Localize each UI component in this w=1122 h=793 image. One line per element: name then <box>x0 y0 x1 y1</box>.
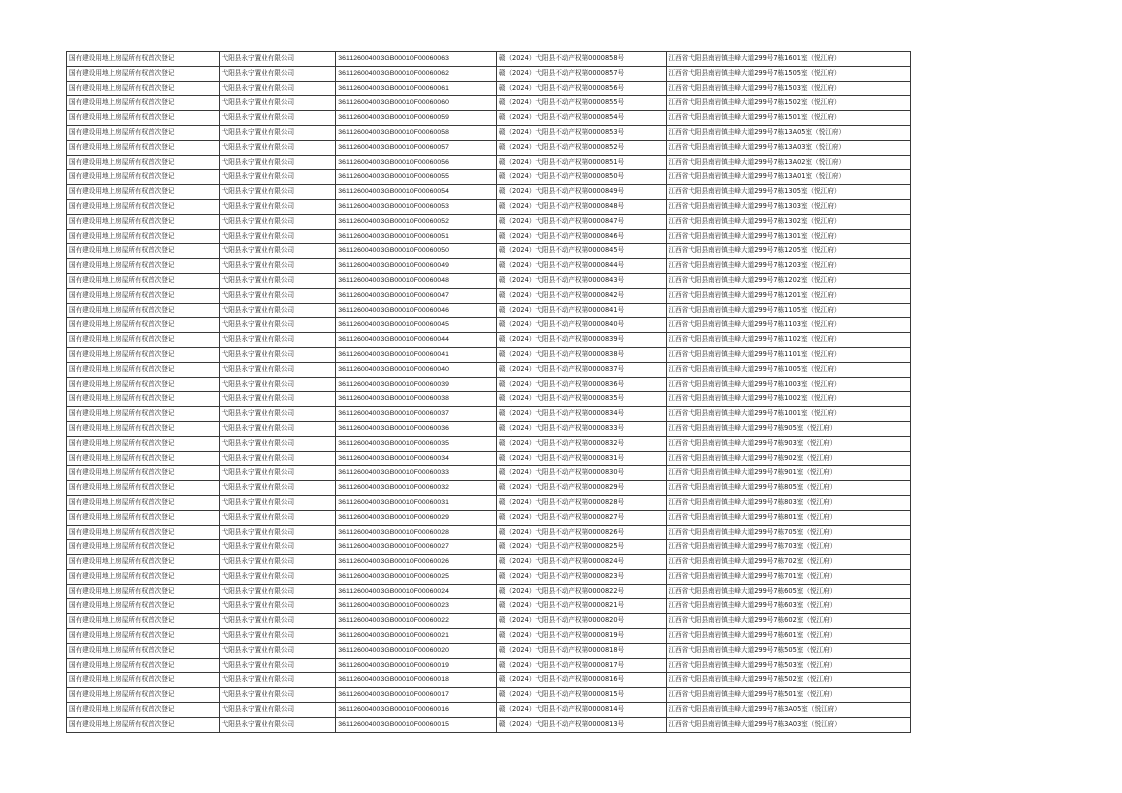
address-cell: 江西省弋阳县南岩镇圭峰大道299号7栋702室（悦江府） <box>666 555 911 570</box>
table-row <box>67 540 911 555</box>
table-row <box>67 466 911 481</box>
address-cell: 江西省弋阳县南岩镇圭峰大道299号7栋805室（悦江府） <box>666 481 911 496</box>
owner-cell: 弋阳县永宁置业有限公司 <box>219 259 336 274</box>
owner-cell: 弋阳县永宁置业有限公司 <box>219 569 336 584</box>
owner-cell: 弋阳县永宁置业有限公司 <box>219 510 336 525</box>
unit-number-cell: 361126004003GB00010F00060048 <box>336 273 497 288</box>
registration-type-cell: 国有建设用地上房屋所有权首次登记 <box>67 421 220 436</box>
certificate-number-cell: 赣（2024）弋阳县不动产权第0000817号 <box>496 658 666 673</box>
table-row <box>67 81 911 96</box>
table-row <box>67 125 911 140</box>
table-row <box>67 510 911 525</box>
owner-cell: 弋阳县永宁置业有限公司 <box>219 407 336 422</box>
certificate-number-cell: 赣（2024）弋阳县不动产权第0000845号 <box>496 244 666 259</box>
unit-number-cell: 361126004003GB00010F00060050 <box>336 244 497 259</box>
owner-cell: 弋阳县永宁置业有限公司 <box>219 436 336 451</box>
unit-number-cell: 361126004003GB00010F00060025 <box>336 569 497 584</box>
registration-type-cell: 国有建设用地上房屋所有权首次登记 <box>67 392 220 407</box>
unit-number-cell: 361126004003GB00010F00060031 <box>336 495 497 510</box>
address-cell: 江西省弋阳县南岩镇圭峰大道299号7栋601室（悦江府） <box>666 629 911 644</box>
table-row <box>67 66 911 81</box>
unit-number-cell: 361126004003GB00010F00060054 <box>336 185 497 200</box>
owner-cell: 弋阳县永宁置业有限公司 <box>219 199 336 214</box>
unit-number-cell: 361126004003GB00010F00060059 <box>336 111 497 126</box>
address-cell: 江西省弋阳县南岩镇圭峰大道299号7栋1001室（悦江府） <box>666 407 911 422</box>
address-cell: 江西省弋阳县南岩镇圭峰大道299号7栋1101室（悦江府） <box>666 347 911 362</box>
certificate-number-cell: 赣（2024）弋阳县不动产权第0000857号 <box>496 66 666 81</box>
address-cell: 江西省弋阳县南岩镇圭峰大道299号7栋1505室（悦江府） <box>666 66 911 81</box>
address-cell: 江西省弋阳县南岩镇圭峰大道299号7栋1302室（悦江府） <box>666 214 911 229</box>
unit-number-cell: 361126004003GB00010F00060027 <box>336 540 497 555</box>
unit-number-cell: 361126004003GB00010F00060034 <box>336 451 497 466</box>
owner-cell: 弋阳县永宁置业有限公司 <box>219 658 336 673</box>
registration-type-cell: 国有建设用地上房屋所有权首次登记 <box>67 614 220 629</box>
certificate-number-cell: 赣（2024）弋阳县不动产权第0000855号 <box>496 96 666 111</box>
registration-type-cell: 国有建设用地上房屋所有权首次登记 <box>67 510 220 525</box>
owner-cell: 弋阳县永宁置业有限公司 <box>219 318 336 333</box>
unit-number-cell: 361126004003GB00010F00060063 <box>336 52 497 67</box>
owner-cell: 弋阳县永宁置业有限公司 <box>219 688 336 703</box>
unit-number-cell: 361126004003GB00010F00060023 <box>336 599 497 614</box>
address-cell: 江西省弋阳县南岩镇圭峰大道299号7栋13A01室（悦江府） <box>666 170 911 185</box>
owner-cell: 弋阳县永宁置业有限公司 <box>219 347 336 362</box>
unit-number-cell: 361126004003GB00010F00060024 <box>336 584 497 599</box>
registration-type-cell: 国有建设用地上房屋所有权首次登记 <box>67 214 220 229</box>
address-cell: 江西省弋阳县南岩镇圭峰大道299号7栋1601室（悦江府） <box>666 52 911 67</box>
owner-cell: 弋阳县永宁置业有限公司 <box>219 392 336 407</box>
address-cell: 江西省弋阳县南岩镇圭峰大道299号7栋705室（悦江府） <box>666 525 911 540</box>
registration-type-cell: 国有建设用地上房屋所有权首次登记 <box>67 466 220 481</box>
address-cell: 江西省弋阳县南岩镇圭峰大道299号7栋502室（悦江府） <box>666 673 911 688</box>
owner-cell: 弋阳县永宁置业有限公司 <box>219 333 336 348</box>
registration-type-cell: 国有建设用地上房屋所有权首次登记 <box>67 688 220 703</box>
address-cell: 江西省弋阳县南岩镇圭峰大道299号7栋1002室（悦江府） <box>666 392 911 407</box>
registration-type-cell: 国有建设用地上房屋所有权首次登记 <box>67 333 220 348</box>
unit-number-cell: 361126004003GB00010F00060026 <box>336 555 497 570</box>
unit-number-cell: 361126004003GB00010F00060060 <box>336 96 497 111</box>
owner-cell: 弋阳县永宁置业有限公司 <box>219 703 336 718</box>
certificate-number-cell: 赣（2024）弋阳县不动产权第0000815号 <box>496 688 666 703</box>
certificate-number-cell: 赣（2024）弋阳县不动产权第0000831号 <box>496 451 666 466</box>
address-cell: 江西省弋阳县南岩镇圭峰大道299号7栋603室（悦江府） <box>666 599 911 614</box>
table-row <box>67 347 911 362</box>
registration-type-cell: 国有建设用地上房屋所有权首次登记 <box>67 229 220 244</box>
registration-table-body <box>67 52 911 733</box>
registration-type-cell: 国有建设用地上房屋所有权首次登记 <box>67 66 220 81</box>
address-cell: 江西省弋阳县南岩镇圭峰大道299号7栋1303室（悦江府） <box>666 199 911 214</box>
certificate-number-cell: 赣（2024）弋阳县不动产权第0000856号 <box>496 81 666 96</box>
owner-cell: 弋阳县永宁置业有限公司 <box>219 52 336 67</box>
unit-number-cell: 361126004003GB00010F00060016 <box>336 703 497 718</box>
table-row <box>67 229 911 244</box>
address-cell: 江西省弋阳县南岩镇圭峰大道299号7栋903室（悦江府） <box>666 436 911 451</box>
unit-number-cell: 361126004003GB00010F00060061 <box>336 81 497 96</box>
address-cell: 江西省弋阳县南岩镇圭峰大道299号7栋1005室（悦江府） <box>666 362 911 377</box>
table-row <box>67 392 911 407</box>
owner-cell: 弋阳县永宁置业有限公司 <box>219 170 336 185</box>
table-row <box>67 407 911 422</box>
address-cell: 江西省弋阳县南岩镇圭峰大道299号7栋1501室（悦江府） <box>666 111 911 126</box>
certificate-number-cell: 赣（2024）弋阳县不动产权第0000841号 <box>496 303 666 318</box>
registration-type-cell: 国有建设用地上房屋所有权首次登记 <box>67 481 220 496</box>
unit-number-cell: 361126004003GB00010F00060041 <box>336 347 497 362</box>
table-row <box>67 362 911 377</box>
unit-number-cell: 361126004003GB00010F00060051 <box>336 229 497 244</box>
certificate-number-cell: 赣（2024）弋阳县不动产权第0000822号 <box>496 584 666 599</box>
owner-cell: 弋阳县永宁置业有限公司 <box>219 643 336 658</box>
table-row <box>67 584 911 599</box>
registration-type-cell: 国有建设用地上房屋所有权首次登记 <box>67 362 220 377</box>
unit-number-cell: 361126004003GB00010F00060047 <box>336 288 497 303</box>
table-row <box>67 259 911 274</box>
registration-type-cell: 国有建设用地上房屋所有权首次登记 <box>67 555 220 570</box>
certificate-number-cell: 赣（2024）弋阳县不动产权第0000858号 <box>496 52 666 67</box>
registration-type-cell: 国有建设用地上房屋所有权首次登记 <box>67 155 220 170</box>
address-cell: 江西省弋阳县南岩镇圭峰大道299号7栋1103室（悦江府） <box>666 318 911 333</box>
address-cell: 江西省弋阳县南岩镇圭峰大道299号7栋1202室（悦江府） <box>666 273 911 288</box>
table-row <box>67 673 911 688</box>
certificate-number-cell: 赣（2024）弋阳县不动产权第0000819号 <box>496 629 666 644</box>
address-cell: 江西省弋阳县南岩镇圭峰大道299号7栋3A05室（悦江府） <box>666 703 911 718</box>
address-cell: 江西省弋阳县南岩镇圭峰大道299号7栋1102室（悦江府） <box>666 333 911 348</box>
address-cell: 江西省弋阳县南岩镇圭峰大道299号7栋801室（悦江府） <box>666 510 911 525</box>
address-cell: 江西省弋阳县南岩镇圭峰大道299号7栋605室（悦江府） <box>666 584 911 599</box>
certificate-number-cell: 赣（2024）弋阳县不动产权第0000844号 <box>496 259 666 274</box>
unit-number-cell: 361126004003GB00010F00060040 <box>336 362 497 377</box>
address-cell: 江西省弋阳县南岩镇圭峰大道299号7栋505室（悦江府） <box>666 643 911 658</box>
registration-type-cell: 国有建设用地上房屋所有权首次登记 <box>67 185 220 200</box>
owner-cell: 弋阳县永宁置业有限公司 <box>219 96 336 111</box>
owner-cell: 弋阳县永宁置业有限公司 <box>219 140 336 155</box>
registration-type-cell: 国有建设用地上房屋所有权首次登记 <box>67 717 220 732</box>
table-row <box>67 421 911 436</box>
table-row <box>67 318 911 333</box>
table-row <box>67 569 911 584</box>
certificate-number-cell: 赣（2024）弋阳县不动产权第0000839号 <box>496 333 666 348</box>
address-cell: 江西省弋阳县南岩镇圭峰大道299号7栋602室（悦江府） <box>666 614 911 629</box>
registration-type-cell: 国有建设用地上房屋所有权首次登记 <box>67 96 220 111</box>
owner-cell: 弋阳县永宁置业有限公司 <box>219 362 336 377</box>
owner-cell: 弋阳县永宁置业有限公司 <box>219 111 336 126</box>
certificate-number-cell: 赣（2024）弋阳县不动产权第0000816号 <box>496 673 666 688</box>
owner-cell: 弋阳县永宁置业有限公司 <box>219 555 336 570</box>
registration-type-cell: 国有建设用地上房屋所有权首次登记 <box>67 244 220 259</box>
owner-cell: 弋阳县永宁置业有限公司 <box>219 185 336 200</box>
unit-number-cell: 361126004003GB00010F00060021 <box>336 629 497 644</box>
certificate-number-cell: 赣（2024）弋阳县不动产权第0000846号 <box>496 229 666 244</box>
table-row <box>67 555 911 570</box>
owner-cell: 弋阳县永宁置业有限公司 <box>219 584 336 599</box>
unit-number-cell: 361126004003GB00010F00060038 <box>336 392 497 407</box>
unit-number-cell: 361126004003GB00010F00060020 <box>336 643 497 658</box>
certificate-number-cell: 赣（2024）弋阳县不动产权第0000823号 <box>496 569 666 584</box>
address-cell: 江西省弋阳县南岩镇圭峰大道299号7栋13A03室（悦江府） <box>666 140 911 155</box>
table-row <box>67 717 911 732</box>
registration-type-cell: 国有建设用地上房屋所有权首次登记 <box>67 318 220 333</box>
registration-type-cell: 国有建设用地上房屋所有权首次登记 <box>67 111 220 126</box>
address-cell: 江西省弋阳县南岩镇圭峰大道299号7栋1203室（悦江府） <box>666 259 911 274</box>
table-row <box>67 436 911 451</box>
owner-cell: 弋阳县永宁置业有限公司 <box>219 495 336 510</box>
table-row <box>67 96 911 111</box>
unit-number-cell: 361126004003GB00010F00060037 <box>336 407 497 422</box>
unit-number-cell: 361126004003GB00010F00060032 <box>336 481 497 496</box>
registration-type-cell: 国有建设用地上房屋所有权首次登记 <box>67 584 220 599</box>
registration-type-cell: 国有建设用地上房屋所有权首次登记 <box>67 436 220 451</box>
certificate-number-cell: 赣（2024）弋阳县不动产权第0000848号 <box>496 199 666 214</box>
unit-number-cell: 361126004003GB00010F00060044 <box>336 333 497 348</box>
address-cell: 江西省弋阳县南岩镇圭峰大道299号7栋1003室（悦江府） <box>666 377 911 392</box>
table-row <box>67 244 911 259</box>
address-cell: 江西省弋阳县南岩镇圭峰大道299号7栋902室（悦江府） <box>666 451 911 466</box>
unit-number-cell: 361126004003GB00010F00060055 <box>336 170 497 185</box>
table-row <box>67 629 911 644</box>
certificate-number-cell: 赣（2024）弋阳县不动产权第0000851号 <box>496 155 666 170</box>
certificate-number-cell: 赣（2024）弋阳县不动产权第0000842号 <box>496 288 666 303</box>
table-row <box>67 525 911 540</box>
owner-cell: 弋阳县永宁置业有限公司 <box>219 421 336 436</box>
certificate-number-cell: 赣（2024）弋阳县不动产权第0000837号 <box>496 362 666 377</box>
certificate-number-cell: 赣（2024）弋阳县不动产权第0000838号 <box>496 347 666 362</box>
certificate-number-cell: 赣（2024）弋阳县不动产权第0000852号 <box>496 140 666 155</box>
registration-type-cell: 国有建设用地上房屋所有权首次登记 <box>67 569 220 584</box>
owner-cell: 弋阳县永宁置业有限公司 <box>219 673 336 688</box>
address-cell: 江西省弋阳县南岩镇圭峰大道299号7栋1201室（悦江府） <box>666 288 911 303</box>
table-row <box>67 303 911 318</box>
address-cell: 江西省弋阳县南岩镇圭峰大道299号7栋1301室（悦江府） <box>666 229 911 244</box>
registration-type-cell: 国有建设用地上房屋所有权首次登记 <box>67 288 220 303</box>
certificate-number-cell: 赣（2024）弋阳县不动产权第0000850号 <box>496 170 666 185</box>
certificate-number-cell: 赣（2024）弋阳县不动产权第0000843号 <box>496 273 666 288</box>
address-cell: 江西省弋阳县南岩镇圭峰大道299号7栋703室（悦江府） <box>666 540 911 555</box>
owner-cell: 弋阳县永宁置业有限公司 <box>219 303 336 318</box>
unit-number-cell: 361126004003GB00010F00060058 <box>336 125 497 140</box>
registration-type-cell: 国有建设用地上房屋所有权首次登记 <box>67 540 220 555</box>
unit-number-cell: 361126004003GB00010F00060062 <box>336 66 497 81</box>
certificate-number-cell: 赣（2024）弋阳县不动产权第0000832号 <box>496 436 666 451</box>
registration-type-cell: 国有建设用地上房屋所有权首次登记 <box>67 703 220 718</box>
table-row <box>67 451 911 466</box>
owner-cell: 弋阳县永宁置业有限公司 <box>219 229 336 244</box>
registration-type-cell: 国有建设用地上房屋所有权首次登记 <box>67 140 220 155</box>
registration-type-cell: 国有建设用地上房屋所有权首次登记 <box>67 643 220 658</box>
owner-cell: 弋阳县永宁置业有限公司 <box>219 481 336 496</box>
unit-number-cell: 361126004003GB00010F00060045 <box>336 318 497 333</box>
owner-cell: 弋阳县永宁置业有限公司 <box>219 377 336 392</box>
registration-type-cell: 国有建设用地上房屋所有权首次登记 <box>67 125 220 140</box>
registration-type-cell: 国有建设用地上房屋所有权首次登记 <box>67 495 220 510</box>
owner-cell: 弋阳县永宁置业有限公司 <box>219 288 336 303</box>
certificate-number-cell: 赣（2024）弋阳县不动产权第0000820号 <box>496 614 666 629</box>
registration-type-cell: 国有建设用地上房屋所有权首次登记 <box>67 451 220 466</box>
unit-number-cell: 361126004003GB00010F00060057 <box>336 140 497 155</box>
table-row <box>67 140 911 155</box>
certificate-number-cell: 赣（2024）弋阳县不动产权第0000829号 <box>496 481 666 496</box>
table-row <box>67 199 911 214</box>
owner-cell: 弋阳县永宁置业有限公司 <box>219 244 336 259</box>
table-row <box>67 599 911 614</box>
registration-type-cell: 国有建设用地上房屋所有权首次登记 <box>67 377 220 392</box>
unit-number-cell: 361126004003GB00010F00060028 <box>336 525 497 540</box>
unit-number-cell: 361126004003GB00010F00060022 <box>336 614 497 629</box>
table-row <box>67 111 911 126</box>
table-row <box>67 481 911 496</box>
owner-cell: 弋阳县永宁置业有限公司 <box>219 81 336 96</box>
table-row <box>67 703 911 718</box>
unit-number-cell: 361126004003GB00010F00060033 <box>336 466 497 481</box>
table-row <box>67 288 911 303</box>
unit-number-cell: 361126004003GB00010F00060056 <box>336 155 497 170</box>
owner-cell: 弋阳县永宁置业有限公司 <box>219 717 336 732</box>
address-cell: 江西省弋阳县南岩镇圭峰大道299号7栋701室（悦江府） <box>666 569 911 584</box>
table-row <box>67 614 911 629</box>
certificate-number-cell: 赣（2024）弋阳县不动产权第0000821号 <box>496 599 666 614</box>
owner-cell: 弋阳县永宁置业有限公司 <box>219 66 336 81</box>
certificate-number-cell: 赣（2024）弋阳县不动产权第0000813号 <box>496 717 666 732</box>
registration-type-cell: 国有建设用地上房屋所有权首次登记 <box>67 52 220 67</box>
registration-type-cell: 国有建设用地上房屋所有权首次登记 <box>67 658 220 673</box>
unit-number-cell: 361126004003GB00010F00060035 <box>336 436 497 451</box>
owner-cell: 弋阳县永宁置业有限公司 <box>219 466 336 481</box>
address-cell: 江西省弋阳县南岩镇圭峰大道299号7栋1205室（悦江府） <box>666 244 911 259</box>
certificate-number-cell: 赣（2024）弋阳县不动产权第0000818号 <box>496 643 666 658</box>
registration-type-cell: 国有建设用地上房屋所有权首次登记 <box>67 673 220 688</box>
address-cell: 江西省弋阳县南岩镇圭峰大道299号7栋13A02室（悦江府） <box>666 155 911 170</box>
certificate-number-cell: 赣（2024）弋阳县不动产权第0000834号 <box>496 407 666 422</box>
certificate-number-cell: 赣（2024）弋阳县不动产权第0000835号 <box>496 392 666 407</box>
address-cell: 江西省弋阳县南岩镇圭峰大道299号7栋1502室（悦江府） <box>666 96 911 111</box>
certificate-number-cell: 赣（2024）弋阳县不动产权第0000814号 <box>496 703 666 718</box>
owner-cell: 弋阳县永宁置业有限公司 <box>219 451 336 466</box>
table-row <box>67 155 911 170</box>
registration-type-cell: 国有建设用地上房屋所有权首次登记 <box>67 525 220 540</box>
certificate-number-cell: 赣（2024）弋阳县不动产权第0000836号 <box>496 377 666 392</box>
unit-number-cell: 361126004003GB00010F00060049 <box>336 259 497 274</box>
table-row <box>67 185 911 200</box>
unit-number-cell: 361126004003GB00010F00060019 <box>336 658 497 673</box>
unit-number-cell: 361126004003GB00010F00060039 <box>336 377 497 392</box>
table-row <box>67 658 911 673</box>
address-cell: 江西省弋阳县南岩镇圭峰大道299号7栋1503室（悦江府） <box>666 81 911 96</box>
table-row <box>67 495 911 510</box>
owner-cell: 弋阳县永宁置业有限公司 <box>219 214 336 229</box>
unit-number-cell: 361126004003GB00010F00060017 <box>336 688 497 703</box>
certificate-number-cell: 赣（2024）弋阳县不动产权第0000833号 <box>496 421 666 436</box>
table-row <box>67 52 911 67</box>
registration-type-cell: 国有建设用地上房屋所有权首次登记 <box>67 199 220 214</box>
owner-cell: 弋阳县永宁置业有限公司 <box>219 125 336 140</box>
table-row <box>67 688 911 703</box>
owner-cell: 弋阳县永宁置业有限公司 <box>219 540 336 555</box>
address-cell: 江西省弋阳县南岩镇圭峰大道299号7栋503室（悦江府） <box>666 658 911 673</box>
owner-cell: 弋阳县永宁置业有限公司 <box>219 599 336 614</box>
certificate-number-cell: 赣（2024）弋阳县不动产权第0000824号 <box>496 555 666 570</box>
registration-type-cell: 国有建设用地上房屋所有权首次登记 <box>67 599 220 614</box>
owner-cell: 弋阳县永宁置业有限公司 <box>219 614 336 629</box>
address-cell: 江西省弋阳县南岩镇圭峰大道299号7栋1105室（悦江府） <box>666 303 911 318</box>
table-row <box>67 377 911 392</box>
address-cell: 江西省弋阳县南岩镇圭峰大道299号7栋3A03室（悦江府） <box>666 717 911 732</box>
owner-cell: 弋阳县永宁置业有限公司 <box>219 273 336 288</box>
table-row <box>67 170 911 185</box>
registration-type-cell: 国有建设用地上房屋所有权首次登记 <box>67 259 220 274</box>
registration-type-cell: 国有建设用地上房屋所有权首次登记 <box>67 81 220 96</box>
unit-number-cell: 361126004003GB00010F00060046 <box>336 303 497 318</box>
registration-type-cell: 国有建设用地上房屋所有权首次登记 <box>67 273 220 288</box>
registration-table <box>66 51 911 733</box>
certificate-number-cell: 赣（2024）弋阳县不动产权第0000847号 <box>496 214 666 229</box>
owner-cell: 弋阳县永宁置业有限公司 <box>219 155 336 170</box>
registration-type-cell: 国有建设用地上房屋所有权首次登记 <box>67 347 220 362</box>
table-row <box>67 333 911 348</box>
certificate-number-cell: 赣（2024）弋阳县不动产权第0000853号 <box>496 125 666 140</box>
registration-type-cell: 国有建设用地上房屋所有权首次登记 <box>67 170 220 185</box>
registration-type-cell: 国有建设用地上房屋所有权首次登记 <box>67 407 220 422</box>
certificate-number-cell: 赣（2024）弋阳县不动产权第0000827号 <box>496 510 666 525</box>
address-cell: 江西省弋阳县南岩镇圭峰大道299号7栋501室（悦江府） <box>666 688 911 703</box>
address-cell: 江西省弋阳县南岩镇圭峰大道299号7栋803室（悦江府） <box>666 495 911 510</box>
unit-number-cell: 361126004003GB00010F00060015 <box>336 717 497 732</box>
certificate-number-cell: 赣（2024）弋阳县不动产权第0000849号 <box>496 185 666 200</box>
address-cell: 江西省弋阳县南岩镇圭峰大道299号7栋13A05室（悦江府） <box>666 125 911 140</box>
table-row <box>67 273 911 288</box>
certificate-number-cell: 赣（2024）弋阳县不动产权第0000830号 <box>496 466 666 481</box>
unit-number-cell: 361126004003GB00010F00060036 <box>336 421 497 436</box>
owner-cell: 弋阳县永宁置业有限公司 <box>219 629 336 644</box>
certificate-number-cell: 赣（2024）弋阳县不动产权第0000825号 <box>496 540 666 555</box>
registration-type-cell: 国有建设用地上房屋所有权首次登记 <box>67 303 220 318</box>
certificate-number-cell: 赣（2024）弋阳县不动产权第0000828号 <box>496 495 666 510</box>
unit-number-cell: 361126004003GB00010F00060052 <box>336 214 497 229</box>
unit-number-cell: 361126004003GB00010F00060018 <box>336 673 497 688</box>
registration-type-cell: 国有建设用地上房屋所有权首次登记 <box>67 629 220 644</box>
unit-number-cell: 361126004003GB00010F00060053 <box>336 199 497 214</box>
certificate-number-cell: 赣（2024）弋阳县不动产权第0000840号 <box>496 318 666 333</box>
certificate-number-cell: 赣（2024）弋阳县不动产权第0000826号 <box>496 525 666 540</box>
table-row <box>67 643 911 658</box>
address-cell: 江西省弋阳县南岩镇圭峰大道299号7栋901室（悦江府） <box>666 466 911 481</box>
table-row <box>67 214 911 229</box>
address-cell: 江西省弋阳县南岩镇圭峰大道299号7栋905室（悦江府） <box>666 421 911 436</box>
owner-cell: 弋阳县永宁置业有限公司 <box>219 525 336 540</box>
unit-number-cell: 361126004003GB00010F00060029 <box>336 510 497 525</box>
address-cell: 江西省弋阳县南岩镇圭峰大道299号7栋1305室（悦江府） <box>666 185 911 200</box>
certificate-number-cell: 赣（2024）弋阳县不动产权第0000854号 <box>496 111 666 126</box>
